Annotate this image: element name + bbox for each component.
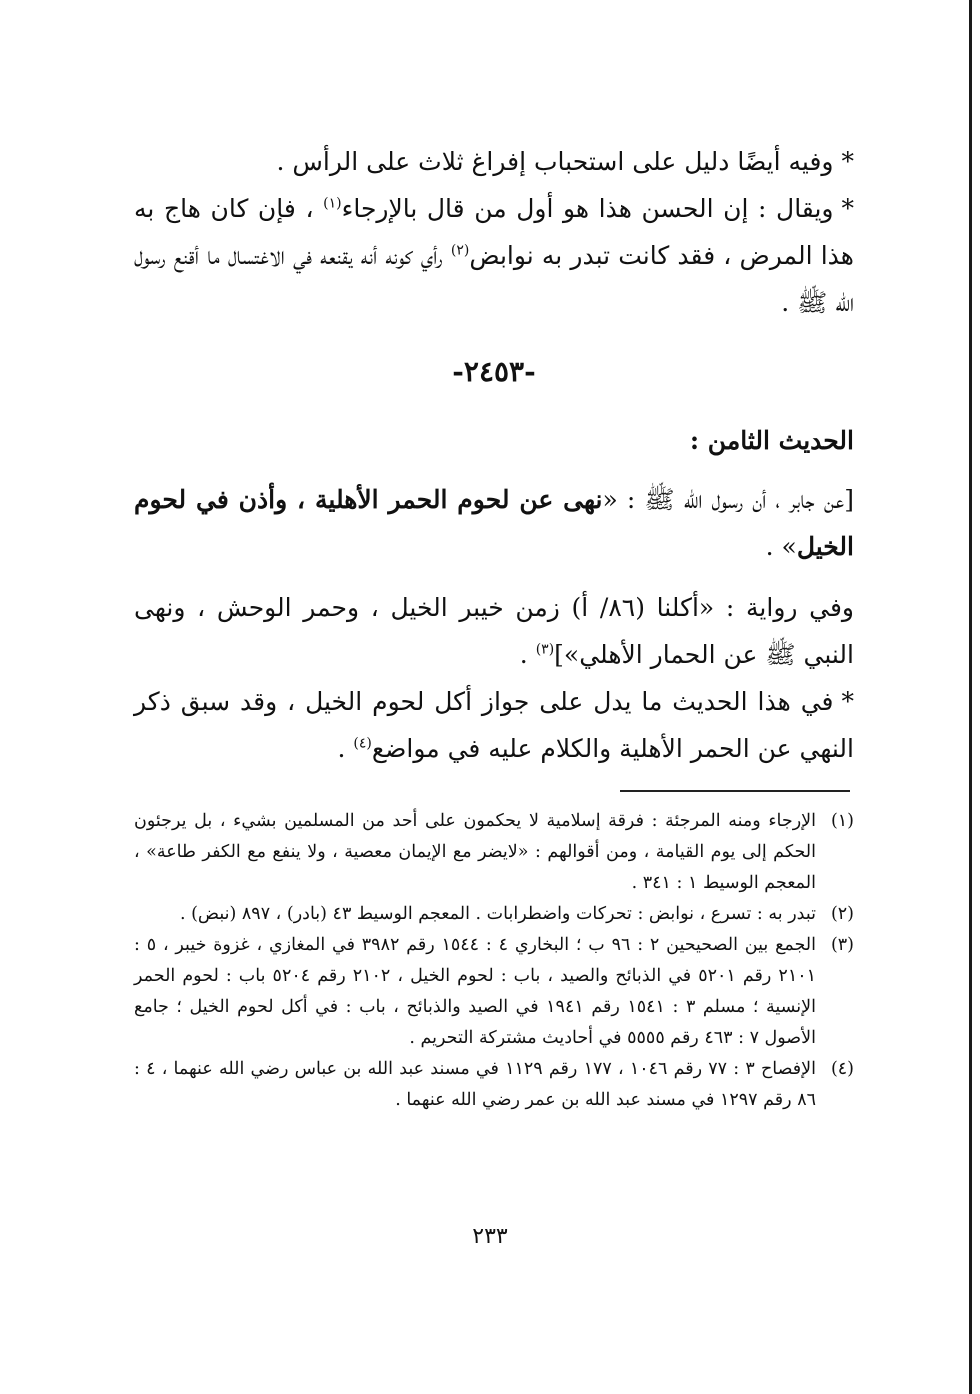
page-edge-shadow [969, 0, 972, 1394]
footnote-marker-3[interactable]: (٣) [535, 641, 555, 658]
main-text [134, 138, 854, 772]
footnote-1 [134, 806, 854, 899]
paragraph-2-text-b: ، فإن كان هاج به هذا المرض ، فقد كانت تبدر به نوابض [134, 194, 854, 270]
footnote-marker-2[interactable]: (٢) [450, 242, 470, 259]
footnote-text: تبدر به : تسرع ، نوابض : تحركات واضطرابات . المعجم الوسيط ٤٣ (بادر) ، ٨٩٧ (نبض) . [179, 904, 816, 924]
footnote-marker-1[interactable]: (١) [323, 195, 342, 212]
footnote-separator [620, 790, 850, 792]
riwaya-text: وفي رواية : «أكلنا (٨٦/ أ) زمن خيبر الخيل ، وحمر الوحش ، ونهى النبي ﷺ عن الحمار الأهلي»] [134, 593, 855, 669]
paragraph-1 [134, 138, 854, 185]
spacer [134, 570, 854, 584]
footnote-text: الإرجاء ومنه المرجئة : فرقة إسلامية لا يحكمون على أحد من المسلمين بشيء ، بل يرجئون الحكم إلى يوم القيامة ، ومن أقوالهم : «لايضر مع الإيمان معصية ، ولا ينفع مع الكفر طاعة» ، المعجم الوسيط ١ : ٣٤١ . [134, 811, 816, 893]
hadith-text-bold: نهى عن لحوم الحمر الأهلية ، وأذن في لحوم الخيل [134, 485, 854, 561]
paragraph-2 [134, 185, 854, 326]
footnote-2 [134, 899, 854, 930]
hadith-text-open: [عن جابر ، أن رسول الله ﷺ : « [602, 485, 854, 514]
hadith-title: الحديث الثامن : [689, 426, 854, 455]
paragraph-1-text: وفيه أيضًا دليل على استحباب إفراغ ثلاث على الرأس . [276, 147, 834, 176]
footnote-marker-4[interactable]: (٤) [353, 735, 372, 752]
footnote-3 [134, 930, 854, 1054]
commentary-text: في هذا الحديث ما يدل على جواز أكل لحوم الخيل ، وقد سبق ذكر النهي عن الحمر الأهلية والكلام عليه في مواضع [134, 687, 854, 763]
footnote-text: الإفصاح ٣ : ٧٧ رقم ١٠٤٦ ، ١٧٧ رقم ١١٢٩ في مسند عبد الله بن عباس رضي الله عنهما ، ٤ : ٨٦ رقم ١٢٩٧ في مسند عبد الله بن عمر رضي الله عنهما . [134, 1059, 817, 1110]
hadith-text [134, 476, 854, 570]
footnote-number: (٤) [830, 1059, 854, 1079]
hadith-number: -٢٤٥٣- [452, 355, 536, 388]
star-marker: * [841, 194, 854, 223]
page-number: ٢٣٣ [472, 1224, 508, 1249]
footnote-text: الجمع بين الصحيحين ٢ : ٩٦ ب ؛ البخاري ٤ : ١٥٤٤ رقم ٣٩٨٢ في المغازي ، غزوة خيبر ، ٥ : ٢١٠١ رقم ٥٢٠١ في الذبائح والصيد ، باب : لحوم الخيل ، ٢١٠٢ رقم ٥٢٠٤ باب : لحوم الحمر الإنسية ؛ مسلم ٣ : ١٥٤١ رقم ١٩٤١ في الصيد والذبائح ، باب : في أكل لحوم الخيل ؛ جامع الأصول ٧ : ٤٦٣ رقم ٥٥٥٥ في أحاديث مشتركة التحريم . [134, 935, 817, 1048]
riwaya-paragraph [134, 584, 854, 678]
riwaya-end: . [519, 640, 536, 669]
star-marker: * [841, 147, 854, 176]
commentary-paragraph [134, 678, 854, 772]
footnotes [134, 806, 854, 1116]
footnote-number: (١) [830, 811, 854, 831]
paragraph-2-text-a: ويقال : إن الحسن هذا هو أول من قال بالإرجاء [341, 194, 834, 223]
paragraph-2-text-c: رأي كونه أنه يقنعه في الاغتسال ما أقنع رسول الله ﷺ . [134, 241, 854, 317]
hadith-text-close: » . [765, 532, 797, 561]
footnote-number: (٢) [830, 904, 854, 924]
footnote-number: (٣) [830, 935, 854, 955]
star-marker: * [841, 687, 854, 716]
commentary-end: . [337, 734, 354, 763]
footnote-4 [134, 1054, 854, 1116]
